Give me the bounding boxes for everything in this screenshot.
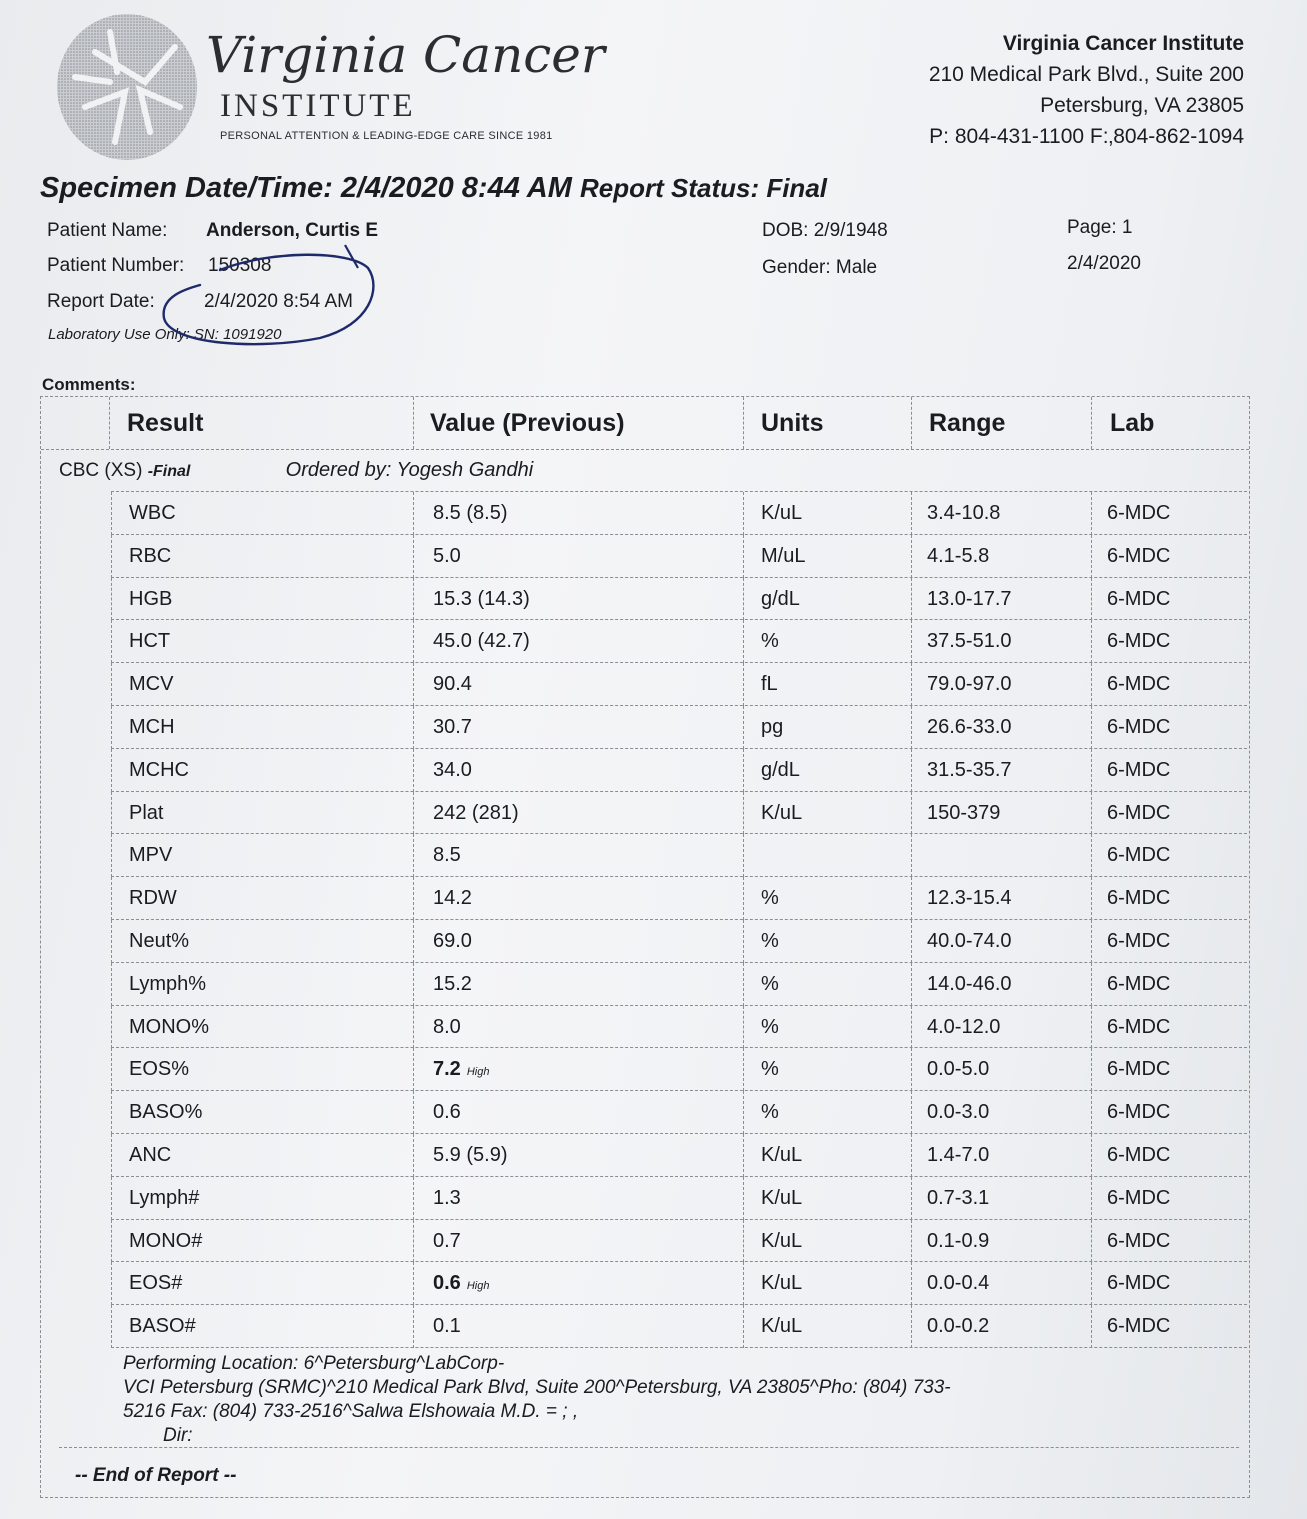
cell-lab: 6-MDC [1107,673,1171,696]
cell-result: Lymph% [129,972,207,995]
cell-range: 4.0-12.0 [927,1015,1001,1038]
divider [911,1262,912,1305]
divider [111,1220,112,1263]
divider [743,792,744,835]
divider [111,1305,112,1348]
cell-lab: 6-MDC [1107,1144,1171,1166]
table-row [111,962,1247,1006]
divider [413,963,414,1006]
cell-lab: 6-MDC [1107,716,1171,738]
divider [1091,749,1092,792]
divider [111,706,112,749]
divider [1091,1220,1092,1263]
footer-line: Dir: [163,1425,193,1446]
divider [413,834,414,877]
page-number: Page: 1 [1067,217,1133,238]
divider [911,1006,912,1049]
divider [59,1447,1239,1448]
divider [911,492,912,535]
cell-units: % [761,887,779,910]
cell-units: K/uL [761,502,803,524]
cell-units: pg [761,716,784,738]
cell-range: 150-379 [927,801,1001,824]
table-row [111,833,1247,877]
comments-label: Comments: [42,375,136,394]
test-section-heading [59,459,533,482]
cell-lab: 6-MDC [1107,544,1171,567]
divider [743,397,744,449]
cell-value: 14.2 [433,887,472,910]
divider [911,1177,912,1220]
divider [1091,1305,1092,1348]
divider [911,706,912,749]
divider [413,920,414,963]
cell-units: M/uL [761,544,806,567]
table-row [111,1005,1247,1049]
divider [413,1220,414,1263]
divider [911,792,912,835]
divider [1091,706,1092,749]
divider [111,792,112,835]
cell-result: EOS% [129,1058,190,1081]
cell-lab: 6-MDC [1107,972,1171,995]
divider [743,1177,744,1220]
divider [1091,877,1092,920]
footer-line: 5216 Fax: (804) 733-2516^Salwa Elshowaia M.D. = ; , [123,1401,579,1422]
table-row [111,791,1247,835]
footer-line: VCI Petersburg (SRMC)^210 Medical Park Blvd, Suite 200^Petersburg, VA 23805^Pho: (804) 733- [123,1377,951,1398]
brand-tagline: PERSONAL ATTENTION & LEADING-EDGE CARE SINCE 1981 [220,130,553,142]
patient-name-label: Patient Name: [47,220,168,241]
divider [743,492,744,535]
specimen-heading [40,172,827,205]
table-row [111,1304,1247,1348]
header-lab: Lab [1110,409,1155,437]
divider [1091,492,1092,535]
divider [413,1134,414,1177]
table-row [111,1176,1247,1220]
cell-range: 37.5-51.0 [927,630,1012,653]
cell-lab: 6-MDC [1107,1186,1171,1209]
cell-lab: 6-MDC [1107,587,1171,610]
report-date: 2/4/2020 8:54 AM [204,291,353,312]
divider [743,620,744,663]
divider [413,1048,414,1091]
cell-units: g/dL [761,758,800,781]
cell-range: 31.5-35.7 [927,758,1012,781]
report-status: Report Status: Final [579,173,827,203]
brand-subtitle: INSTITUTE [220,88,416,124]
divider [111,1177,112,1220]
divider [911,877,912,920]
divider [111,663,112,706]
cell-units: % [761,1058,779,1081]
divider [911,663,912,706]
brand-name: Virginia Cancer [206,26,605,84]
divider [743,706,744,749]
cell-result: HGB [129,587,173,610]
table-row [111,876,1247,920]
cell-lab: 6-MDC [1107,502,1171,524]
cell-value: 30.7 [433,716,472,738]
divider [911,963,912,1006]
divider [1091,920,1092,963]
section-name: CBC (XS) [59,460,143,481]
patient-number-label: Patient Number: [47,255,185,276]
cell-value: 242 (281) [433,801,519,824]
divider [1091,1177,1092,1220]
section-status: -Final [147,463,191,480]
divider [911,620,912,663]
cell-value: 0.6 [433,1101,461,1124]
divider [911,1091,912,1134]
cell-units: K/uL [761,1186,803,1209]
page-date: 2/4/2020 [1067,253,1141,274]
divider [413,877,414,920]
cell-result: BASO# [129,1315,196,1338]
report-date-label: Report Date: [47,291,155,312]
table-header [41,397,1249,450]
divider [911,397,912,449]
divider [111,1262,112,1305]
cell-units: % [761,930,779,952]
cell-units: K/uL [761,1229,803,1252]
cell-units: K/uL [761,801,803,824]
header-units: Units [761,409,824,437]
ordered-by: Ordered by: Yogesh Gandhi [285,459,534,481]
cell-value: 15.2 [433,972,472,995]
address-phone-fax: P: 804-431-1100 F:‚804-862-1094 [929,125,1244,148]
divider [413,1006,414,1049]
cell-value: 8.5 [433,844,461,867]
cell-lab: 6-MDC [1107,1058,1171,1081]
divider [743,920,744,963]
cell-value: 15.3 (14.3) [433,587,530,610]
divider [413,397,414,449]
divider [413,1262,414,1305]
table-row [111,1133,1247,1177]
cell-range: 40.0-74.0 [927,930,1012,952]
divider [743,1048,744,1091]
cell-units: K/uL [761,1272,803,1295]
divider [413,1305,414,1348]
table-row [111,1261,1247,1305]
divider [413,792,414,835]
cell-value: 8.5 (8.5) [433,502,508,524]
cell-range: 0.1-0.9 [927,1229,990,1252]
divider [413,1177,414,1220]
cell-lab: 6-MDC [1107,1229,1171,1252]
divider [743,535,744,578]
table-row [111,662,1247,706]
cell-range: 12.3-15.4 [927,887,1012,910]
divider [1091,578,1092,621]
divider [1091,1091,1092,1134]
cell-value: 45.0 (42.7) [433,630,530,653]
cell-range: 4.1-5.8 [927,544,990,567]
divider [111,963,112,1006]
institute-seal-logo [55,12,200,162]
header-result: Result [127,409,204,437]
cell-units: % [761,630,779,653]
cell-result: Plat [129,801,164,824]
divider [111,578,112,621]
cell-value: 0.7 [433,1229,461,1252]
divider [1091,792,1092,835]
cell-lab: 6-MDC [1107,758,1171,781]
cell-range: 3.4-10.8 [927,502,1001,524]
cell-range: 79.0-97.0 [927,673,1012,696]
cell-range: 14.0-46.0 [927,972,1012,995]
table-row [111,705,1247,749]
divider [911,535,912,578]
divider [743,1006,744,1049]
divider [413,1091,414,1134]
divider [1091,1006,1092,1049]
divider [743,1134,744,1177]
divider [911,749,912,792]
divider [911,1305,912,1348]
cell-range: 13.0-17.7 [927,587,1012,610]
divider [111,1134,112,1177]
institute-address [929,28,1244,152]
divider [111,1006,112,1049]
divider [743,834,744,877]
divider [413,620,414,663]
cell-lab: 6-MDC [1107,930,1171,952]
cell-value: 0.1 [433,1315,461,1338]
cell-result: MONO% [129,1015,209,1038]
divider [911,1220,912,1263]
cell-result: RDW [129,887,177,910]
cell-value: 34.0 [433,758,472,781]
divider [413,535,414,578]
results-table [40,396,1250,1498]
cell-units: % [761,1101,779,1124]
cell-result: HCT [129,630,171,653]
lab-use-sn: Laboratory Use Only: SN: 1091920 [48,326,282,343]
divider [111,920,112,963]
cell-range: 0.0-0.4 [927,1272,990,1295]
cell-result: WBC [129,502,176,524]
cell-lab: 6-MDC [1107,844,1171,867]
cell-lab: 6-MDC [1107,1101,1171,1124]
divider [111,492,112,535]
table-row [111,491,1247,535]
cell-value: 7.2 High [433,1058,490,1081]
cell-lab: 6-MDC [1107,801,1171,824]
divider [911,578,912,621]
divider [111,1048,112,1091]
table-row [111,1090,1247,1134]
cell-units: g/dL [761,587,800,610]
cell-range: 1.4-7.0 [927,1144,990,1166]
divider [109,397,110,449]
divider [743,1262,744,1305]
divider [743,1220,744,1263]
patient-name: Anderson, Curtis E [206,220,379,241]
cell-value: 90.4 [433,673,472,696]
divider [413,706,414,749]
divider [111,535,112,578]
patient-number: 150308 [208,255,272,276]
cell-range: 26.6-33.0 [927,716,1012,738]
table-row [111,748,1247,792]
cell-lab: 6-MDC [1107,1015,1171,1038]
cell-value: 8.0 [433,1015,461,1038]
cell-units: % [761,972,779,995]
divider [1091,663,1092,706]
divider [743,877,744,920]
cell-result: BASO% [129,1101,203,1124]
cell-value: 5.0 [433,544,461,567]
divider [911,920,912,963]
divider [743,963,744,1006]
table-row [111,619,1247,663]
footer-line: Performing Location: 6^Petersburg^LabCorp- [123,1353,505,1374]
cell-units: fL [761,673,778,696]
cell-result: MPV [129,844,173,867]
table-row [111,1047,1247,1091]
address-city: Petersburg, VA 23805 [1040,94,1244,117]
cell-lab: 6-MDC [1107,630,1171,653]
divider [111,620,112,663]
divider [111,834,112,877]
specimen-datetime: Specimen Date/Time: 2/4/2020 8:44 AM [40,172,572,204]
cell-value: 0.6 High [433,1272,490,1295]
end-of-report: -- End of Report -- [75,1465,237,1486]
cell-result: MCHC [129,758,189,781]
cell-value: 69.0 [433,930,472,952]
divider [111,1091,112,1134]
divider [911,834,912,877]
divider [111,877,112,920]
gender: Gender: Male [762,257,878,278]
divider [743,663,744,706]
handwritten-circle-annotation [150,240,390,350]
cell-result: MCH [129,716,175,738]
table-row [111,919,1247,963]
divider [1091,535,1092,578]
cell-result: MONO# [129,1229,203,1252]
cell-units: K/uL [761,1315,803,1338]
performing-location [123,1352,951,1448]
divider [111,749,112,792]
cell-result: EOS# [129,1272,183,1295]
cell-result: Lymph# [129,1186,200,1209]
cell-units: K/uL [761,1144,803,1166]
header-value: Value (Previous) [430,409,625,437]
cell-result: RBC [129,544,172,567]
cell-result: ANC [129,1144,172,1166]
divider [1091,963,1092,1006]
divider [911,1134,912,1177]
divider [1091,1134,1092,1177]
cell-range: 0.0-0.2 [927,1315,990,1338]
divider [1091,834,1092,877]
divider [743,1091,744,1134]
divider [1091,397,1092,449]
high-flag: High [466,1280,490,1293]
cell-lab: 6-MDC [1107,887,1171,910]
divider [743,1305,744,1348]
divider [743,578,744,621]
cell-value: 1.3 [433,1186,461,1209]
cell-lab: 6-MDC [1107,1315,1171,1338]
dob: DOB: 2/9/1948 [762,220,888,241]
divider [413,749,414,792]
cell-range: 0.0-3.0 [927,1101,990,1124]
divider [911,1048,912,1091]
divider [413,492,414,535]
table-row [111,1219,1247,1263]
table-row [111,534,1247,578]
divider [1091,620,1092,663]
divider [743,749,744,792]
cell-lab: 6-MDC [1107,1272,1171,1295]
cell-result: Neut% [129,930,190,952]
divider [111,1347,1247,1348]
institute-name: Virginia Cancer Institute [1002,32,1244,55]
header-range: Range [929,409,1006,437]
cell-range: 0.7-3.1 [927,1186,990,1209]
cell-result: MCV [129,673,174,696]
address-street: 210 Medical Park Blvd., Suite 200 [928,63,1244,86]
cell-value: 5.9 (5.9) [433,1144,508,1166]
high-flag: High [466,1066,490,1079]
divider [1091,1048,1092,1091]
divider [413,578,414,621]
divider [413,663,414,706]
divider [1091,1262,1092,1305]
table-row [111,577,1247,621]
cell-range: 0.0-5.0 [927,1058,990,1081]
cell-units: % [761,1015,779,1038]
